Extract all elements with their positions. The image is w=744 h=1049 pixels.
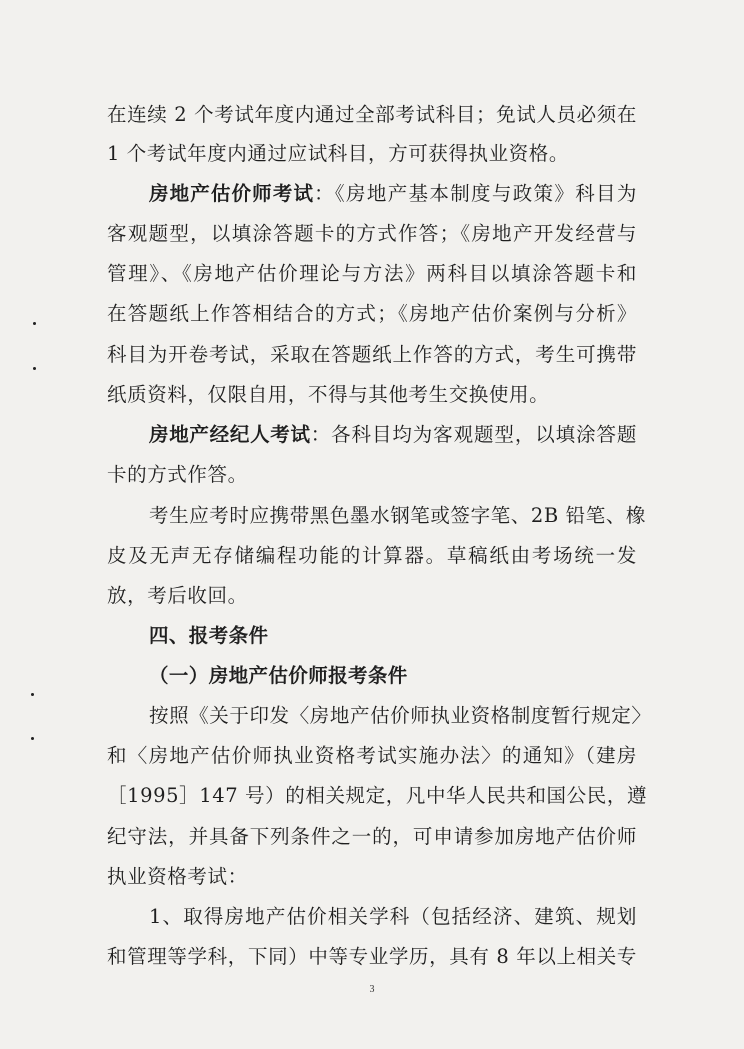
document-line (107, 543, 637, 569)
line-text: 管理》、《房地产估价理论与方法》两科目以填涂答题卡和 (107, 262, 637, 285)
line-text: ：各科目均为客观题型，以填涂答题 (310, 423, 637, 446)
document-line (107, 342, 637, 368)
document-line (107, 301, 637, 327)
line-text: ：《房地产基本制度与政策》科目为 (314, 182, 637, 205)
page-number: 3 (369, 984, 375, 995)
line-text: 皮及无声无存储编程功能的计算器。草稿纸由考场统一发 (107, 544, 637, 567)
line-text: 按照《关于印发〈房地产估价师执业资格制度暂行规定〉 (149, 704, 652, 727)
line-text: 1、取得房地产估价相关学科（包括经济、建筑、规划 (149, 905, 637, 928)
scan-speck (31, 737, 34, 740)
document-line (107, 221, 637, 247)
line-text: 客观题型，以填涂答题卡的方式作答；《房地产开发经营与 (107, 222, 637, 245)
section-heading: 房地产经纪人考试 (149, 423, 311, 446)
document-line (107, 743, 637, 769)
section-heading: 房地产估价师考试 (149, 182, 315, 205)
line-text: 1 个考试年度内通过应试科目，方可获得执业资格。 (107, 142, 570, 165)
document-line (107, 583, 637, 609)
document-line (107, 864, 637, 890)
document-line (149, 181, 637, 207)
line-text: （一）房地产估价师报考条件 (149, 664, 408, 687)
document-line (107, 783, 648, 809)
line-text: 执业资格考试： (107, 865, 248, 888)
document-line (149, 422, 637, 448)
line-text: 和管理等学科，下同）中等专业学历，具有 8 年以上相关专 (107, 945, 637, 968)
line-text: 纪守法，并具备下列条件之一的，可申请参加房地产估价师 (107, 825, 637, 848)
document-line (107, 261, 637, 287)
scan-speck (33, 367, 36, 370)
line-text: 在连续 2 个考试年度内通过全部考试科目；免试人员必须在 (107, 103, 637, 126)
line-text: 考生应考时应携带黑色墨水钢笔或签字笔、2B 铅笔、橡 (149, 504, 647, 527)
scan-speck (31, 693, 34, 696)
document-line (149, 904, 637, 930)
line-text: 在答题纸上作答相结合的方式；《房地产估价案例与分析》 (107, 302, 637, 325)
line-text: 纸质资料，仅限自用，不得与其他考生交换使用。 (107, 383, 550, 406)
line-text: ［1995］147 号）的相关规定，凡中华人民共和国公民，遵 (107, 784, 648, 807)
document-line (107, 944, 637, 970)
scan-speck (33, 322, 36, 325)
line-text: 放，考后收回。 (107, 584, 248, 607)
document-line (149, 623, 637, 649)
document-line (149, 703, 652, 729)
document-line (107, 382, 637, 408)
document-line (149, 503, 647, 529)
document-line (107, 462, 637, 488)
line-text: 四、报考条件 (149, 624, 269, 647)
line-text: 卡的方式作答。 (107, 463, 248, 486)
document-line (149, 663, 637, 689)
document-line (107, 824, 637, 850)
document-line (107, 102, 637, 128)
line-text: 和〈房地产估价师执业资格考试实施办法〉的通知》（建房 (107, 744, 637, 767)
line-text: 科目为开卷考试，采取在答题纸上作答的方式，考生可携带 (107, 343, 637, 366)
document-line (107, 141, 637, 167)
